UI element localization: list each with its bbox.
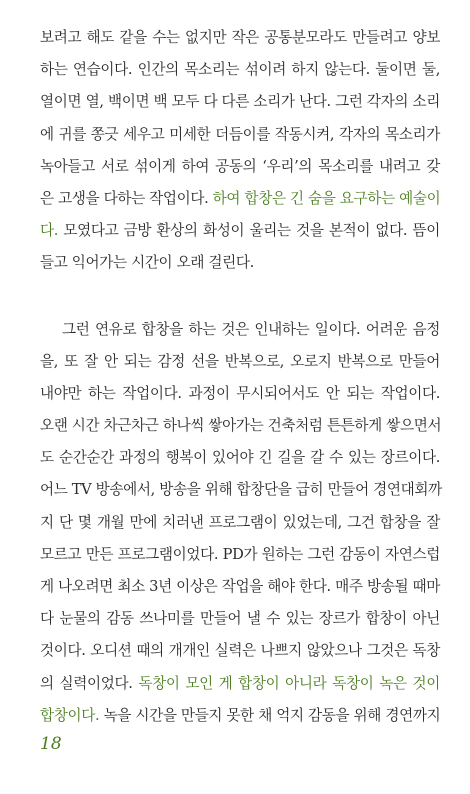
text-line [40, 442, 440, 474]
text-line [40, 119, 440, 151]
text-run: 하는 연습이다. 인간의 목소리는 섞이려 하지 않는다. 둘이면 둘, [40, 61, 440, 79]
text-line [40, 22, 440, 54]
text-line [40, 183, 440, 215]
text-line [40, 86, 440, 118]
text-line [40, 151, 440, 183]
highlighted-text: 하여 합창은 긴 숨을 요구하는 예술이 [212, 189, 441, 207]
text-run: 내야만 하는 작업이다. 과정이 무시되어서도 안 되는 작업이다. [40, 384, 440, 402]
paragraph-2 [40, 314, 440, 732]
text-line [40, 668, 440, 700]
highlighted-text: 합창이다. [40, 706, 100, 724]
highlighted-text: 다. [40, 222, 59, 240]
text-line [40, 700, 440, 732]
text-line [40, 635, 440, 667]
text-run: 오랜 시간 차근차근 하나씩 쌓아가는 건축처럼 튼튼하게 쌓으면서 [40, 417, 442, 435]
text-line [40, 507, 440, 539]
text-run: 을, 또 잘 안 되는 감정 선을 반복으로, 오로지 반복으로 만들어 [40, 352, 440, 370]
text-line [40, 314, 440, 346]
text-line [40, 346, 440, 378]
text-run: 녹을 시간을 만들지 못한 채 억지 감동을 위해 경연까지 [99, 706, 441, 724]
highlighted-text: 독창이 모인 게 합창이 아니라 독창이 녹은 것이 [138, 674, 440, 692]
text-line [40, 215, 440, 247]
text-run: 은 고생을 다하는 작업이다. [40, 189, 213, 207]
text-line [40, 410, 440, 442]
text-run: 보려고 해도 같을 수는 없지만 작은 공통분모라도 만들려고 양보 [40, 29, 440, 46]
paragraph-1 [40, 22, 440, 280]
text-run: 의 실력이었다. [40, 674, 139, 692]
text-run: 게 나오려면 최소 3년 이상은 작업을 해야 한다. 매주 방송될 때마 [40, 578, 440, 595]
text-line [40, 247, 440, 279]
text-line [40, 54, 440, 86]
text-line [40, 474, 440, 506]
page-body [40, 22, 440, 732]
page-number: 18 [40, 734, 62, 754]
text-run: 모르고 만든 프로그램이었다. PD가 원하는 그런 감동이 자연스럽 [40, 545, 440, 563]
text-run: 어느 TV 방송에서, 방송을 위해 합창단을 급히 만들어 경연대회까 [40, 481, 442, 499]
text-run: 다 눈물의 감동 쓰나미를 만들어 낼 수 있는 장르가 합창이 아닌 [40, 610, 440, 628]
text-line [40, 603, 440, 635]
text-run: 에 귀를 쫑긋 세우고 미세한 더듬이를 작동시켜, 각자의 목소리가 [40, 125, 440, 143]
text-run: 모였다고 금방 환상의 화성이 울리는 것을 본적이 없다. 뜸이 [58, 222, 440, 240]
text-line [40, 571, 440, 603]
text-run: 녹아들고 서로 섞이게 하여 공동의 ‘우리’의 목소리를 내려고 갖 [40, 157, 440, 175]
text-line [40, 378, 440, 410]
text-line [40, 539, 440, 571]
text-run: 것이다. 오디션 때의 개개인 실력은 나쁘지 않았으나 그것은 독창 [40, 642, 440, 660]
text-run: 도 순간순간 과정의 행복이 있어야 긴 길을 갈 수 있는 장르이다. [40, 449, 440, 467]
text-run: 그런 연유로 합창을 하는 것은 인내하는 일이다. 어려운 음정 [62, 320, 440, 338]
text-run: 들고 익어가는 시간이 오래 걸린다. [40, 254, 254, 272]
text-run: 지 단 몇 개월 만에 치러낸 프로그램이 있었는데, 그건 합창을 잘 [40, 513, 440, 531]
text-run: 열이면 열, 백이면 백 모두 다 다른 소리가 난다. 그런 각자의 소리 [40, 93, 440, 111]
